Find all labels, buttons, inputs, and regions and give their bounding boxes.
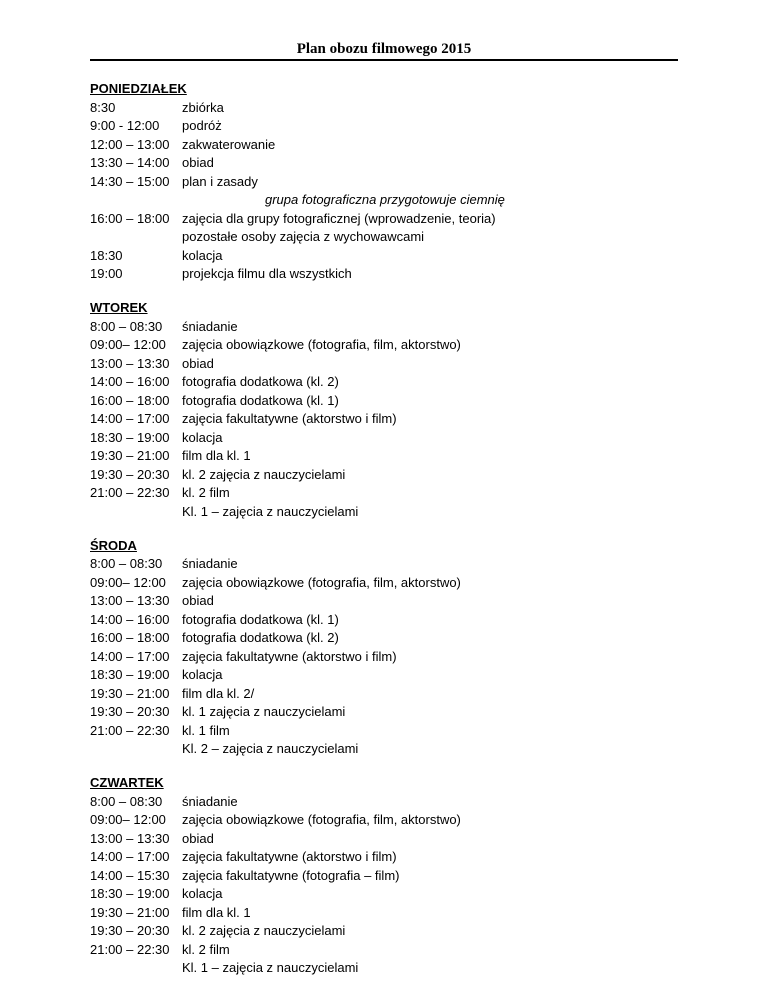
schedule-activity: śniadanie bbox=[182, 793, 238, 809]
schedule-time: 14:00 – 17:00 bbox=[90, 849, 170, 864]
schedule-row bbox=[90, 210, 690, 229]
schedule-time: 09:00– 12:00 bbox=[90, 812, 166, 827]
schedule-activity: Kl. 1 – zajęcia z nauczycielami bbox=[182, 960, 359, 975]
schedule-row bbox=[90, 922, 690, 941]
schedule-note: grupa fotograficzna przygotowuje ciemnię bbox=[265, 192, 505, 207]
schedule-time: 8:00 – 08:30 bbox=[90, 793, 163, 809]
schedule-row bbox=[90, 574, 690, 593]
schedule-activity: film dla kl. 1 bbox=[182, 448, 251, 463]
day-section bbox=[90, 774, 690, 978]
schedule-activity: Kl. 2 – zajęcia z nauczycielami bbox=[182, 741, 359, 756]
schedule-activity: kl. 1 film bbox=[182, 722, 230, 738]
schedule-activity: kolacja bbox=[182, 247, 223, 263]
day-heading: ŚRODA bbox=[90, 537, 137, 553]
schedule-row bbox=[90, 830, 690, 849]
schedule-time: 18:30 bbox=[90, 247, 123, 263]
schedule-time: 14:30 – 15:00 bbox=[90, 173, 170, 189]
schedule-row bbox=[90, 228, 690, 247]
schedule-activity: zajęcia dla grupy fotograficznej (wprowadzenie, teoria) bbox=[182, 210, 496, 226]
schedule-row bbox=[90, 722, 690, 741]
schedule-activity: zajęcia fakultatywne (aktorstwo i film) bbox=[182, 411, 397, 426]
schedule-activity: fotografia dodatkowa (kl. 1) bbox=[182, 611, 339, 627]
schedule-activity: kl. 2 film bbox=[182, 941, 230, 957]
schedule-row bbox=[90, 355, 690, 374]
schedule-row bbox=[90, 703, 690, 722]
schedule-row bbox=[90, 666, 690, 685]
schedule-row bbox=[90, 247, 690, 266]
schedule-row bbox=[90, 447, 690, 466]
schedule-time: 21:00 – 22:30 bbox=[90, 941, 170, 957]
schedule-time: 13:30 – 14:00 bbox=[90, 155, 170, 170]
schedule-time: 19:30 – 21:00 bbox=[90, 904, 170, 920]
schedule-activity: kl. 1 zajęcia z nauczycielami bbox=[182, 704, 346, 719]
schedule-activity: zajęcia obowiązkowe (fotografia, film, aktorstwo) bbox=[182, 812, 461, 827]
schedule-time: 14:00 – 16:00 bbox=[90, 611, 170, 627]
schedule-activity: kolacja bbox=[182, 429, 223, 445]
day-heading: WTOREK bbox=[90, 300, 148, 315]
schedule-time: 19:30 – 21:00 bbox=[90, 685, 170, 701]
schedule-activity: śniadanie bbox=[182, 556, 238, 571]
day-heading: CZWARTEK bbox=[90, 775, 164, 790]
schedule-time: 16:00 – 18:00 bbox=[90, 392, 170, 408]
schedule-row bbox=[90, 592, 690, 611]
schedule-activity: obiad bbox=[182, 830, 214, 846]
schedule-row bbox=[90, 466, 690, 485]
schedule-row bbox=[90, 429, 690, 448]
schedule-time: 13:00 – 13:30 bbox=[90, 593, 170, 608]
schedule-time: 8:00 – 08:30 bbox=[90, 318, 163, 334]
schedule-row bbox=[90, 392, 690, 411]
schedule-activity: śniadanie bbox=[182, 318, 238, 334]
schedule-row bbox=[90, 410, 690, 429]
schedule-activity: zakwaterowanie bbox=[182, 136, 276, 152]
schedule-activity: film dla kl. 1 bbox=[182, 904, 251, 920]
schedule-row bbox=[90, 117, 690, 136]
schedule-row bbox=[90, 811, 690, 830]
schedule-row bbox=[90, 885, 690, 904]
schedule-time: 16:00 – 18:00 bbox=[90, 630, 170, 645]
document-title: Plan obozu filmowego 2015 bbox=[296, 41, 472, 57]
schedule-time: 13:00 – 13:30 bbox=[90, 830, 170, 846]
schedule-activity: fotografia dodatkowa (kl. 2) bbox=[182, 630, 339, 645]
day-section bbox=[90, 537, 690, 759]
schedule-time: 18:30 – 19:00 bbox=[90, 886, 170, 901]
schedule-row bbox=[90, 740, 690, 759]
schedule-time: 9:00 - 12:00 bbox=[90, 118, 160, 133]
schedule-row bbox=[90, 959, 690, 978]
schedule-activity: kl. 2 film bbox=[182, 485, 230, 500]
schedule-row bbox=[90, 867, 690, 886]
schedule-time bbox=[90, 503, 182, 522]
schedule-row bbox=[90, 848, 690, 867]
schedule-activity: kolacja bbox=[182, 886, 223, 901]
schedule-time: 12:00 – 13:00 bbox=[90, 136, 170, 152]
schedule-row bbox=[90, 555, 690, 574]
schedule-activity: podróż bbox=[182, 118, 222, 133]
schedule-time bbox=[90, 959, 182, 978]
schedule-activity: film dla kl. 2/ bbox=[182, 685, 255, 701]
schedule-time: 13:00 – 13:30 bbox=[90, 355, 170, 371]
schedule-activity: obiad bbox=[182, 155, 214, 170]
schedule-time: 18:30 – 19:00 bbox=[90, 667, 170, 682]
schedule-activity: pozostałe osoby zajęcia z wychowawcami bbox=[182, 229, 425, 244]
schedule-time: 18:30 – 19:00 bbox=[90, 429, 170, 445]
schedule-row bbox=[90, 629, 690, 648]
schedule-activity: kl. 2 zajęcia z nauczycielami bbox=[182, 923, 346, 938]
schedule-activity: kl. 2 zajęcia z nauczycielami bbox=[182, 466, 346, 482]
day-section bbox=[90, 299, 690, 521]
schedule-activity: zajęcia fakultatywne (aktorstwo i film) bbox=[182, 648, 397, 664]
schedule-activity: fotografia dodatkowa (kl. 2) bbox=[182, 374, 339, 389]
schedule-time: 16:00 – 18:00 bbox=[90, 210, 170, 226]
schedule-row bbox=[90, 648, 690, 667]
schedule-row bbox=[90, 99, 690, 118]
schedule-time: 21:00 – 22:30 bbox=[90, 485, 170, 500]
schedule-time: 09:00– 12:00 bbox=[90, 337, 166, 352]
schedule-time: 09:00– 12:00 bbox=[90, 574, 166, 590]
schedule-row bbox=[90, 685, 690, 704]
schedule-time: 19:30 – 20:30 bbox=[90, 466, 170, 482]
schedule-row bbox=[90, 336, 690, 355]
schedule-activity: obiad bbox=[182, 355, 214, 371]
schedule-activity: fotografia dodatkowa (kl. 1) bbox=[182, 392, 339, 408]
schedule-activity: zajęcia fakultatywne (fotografia – film) bbox=[182, 867, 400, 883]
schedule-row bbox=[90, 484, 690, 503]
day-section bbox=[90, 80, 690, 284]
schedule-row bbox=[90, 904, 690, 923]
schedule-activity: obiad bbox=[182, 593, 214, 608]
schedule-activity: projekcja filmu dla wszystkich bbox=[182, 266, 352, 281]
schedule-time: 14:00 – 15:30 bbox=[90, 867, 170, 883]
schedule-activity: kolacja bbox=[182, 667, 223, 682]
title-underline bbox=[90, 59, 678, 61]
schedule-time: 19:30 – 20:30 bbox=[90, 704, 170, 719]
schedule-row bbox=[90, 136, 690, 155]
schedule-time bbox=[90, 740, 182, 759]
schedule-time bbox=[90, 228, 182, 247]
schedule-row bbox=[90, 941, 690, 960]
schedule-activity: zajęcia obowiązkowe (fotografia, film, aktorstwo) bbox=[182, 337, 461, 352]
schedule-activity: zajęcia fakultatywne (aktorstwo i film) bbox=[182, 849, 397, 864]
schedule-activity: zbiórka bbox=[182, 99, 224, 115]
day-heading: PONIEDZIAŁEK bbox=[90, 81, 187, 96]
schedule-time: 8:30 bbox=[90, 99, 116, 115]
schedule-time: 14:00 – 17:00 bbox=[90, 648, 170, 664]
schedule-row bbox=[90, 154, 690, 173]
schedule-row bbox=[90, 373, 690, 392]
schedule-time: 14:00 – 17:00 bbox=[90, 411, 170, 426]
schedule-time: 19:00 bbox=[90, 266, 123, 281]
schedule-time: 19:30 – 20:30 bbox=[90, 923, 170, 938]
schedule-row bbox=[90, 611, 690, 630]
schedule-row bbox=[90, 265, 690, 284]
schedule-activity: plan i zasady bbox=[182, 173, 258, 189]
schedule-time: 14:00 – 16:00 bbox=[90, 374, 170, 389]
schedule-activity: Kl. 1 – zajęcia z nauczycielami bbox=[182, 503, 359, 519]
schedule-time: 19:30 – 21:00 bbox=[90, 448, 170, 463]
schedule-time: 21:00 – 22:30 bbox=[90, 722, 170, 738]
schedule-activity: zajęcia obowiązkowe (fotografia, film, aktorstwo) bbox=[182, 574, 461, 590]
schedule-row bbox=[90, 318, 690, 337]
schedule-row bbox=[90, 793, 690, 812]
schedule-row bbox=[90, 503, 690, 522]
schedule-time: 8:00 – 08:30 bbox=[90, 556, 163, 571]
schedule bbox=[90, 80, 690, 993]
schedule-row bbox=[90, 173, 690, 192]
